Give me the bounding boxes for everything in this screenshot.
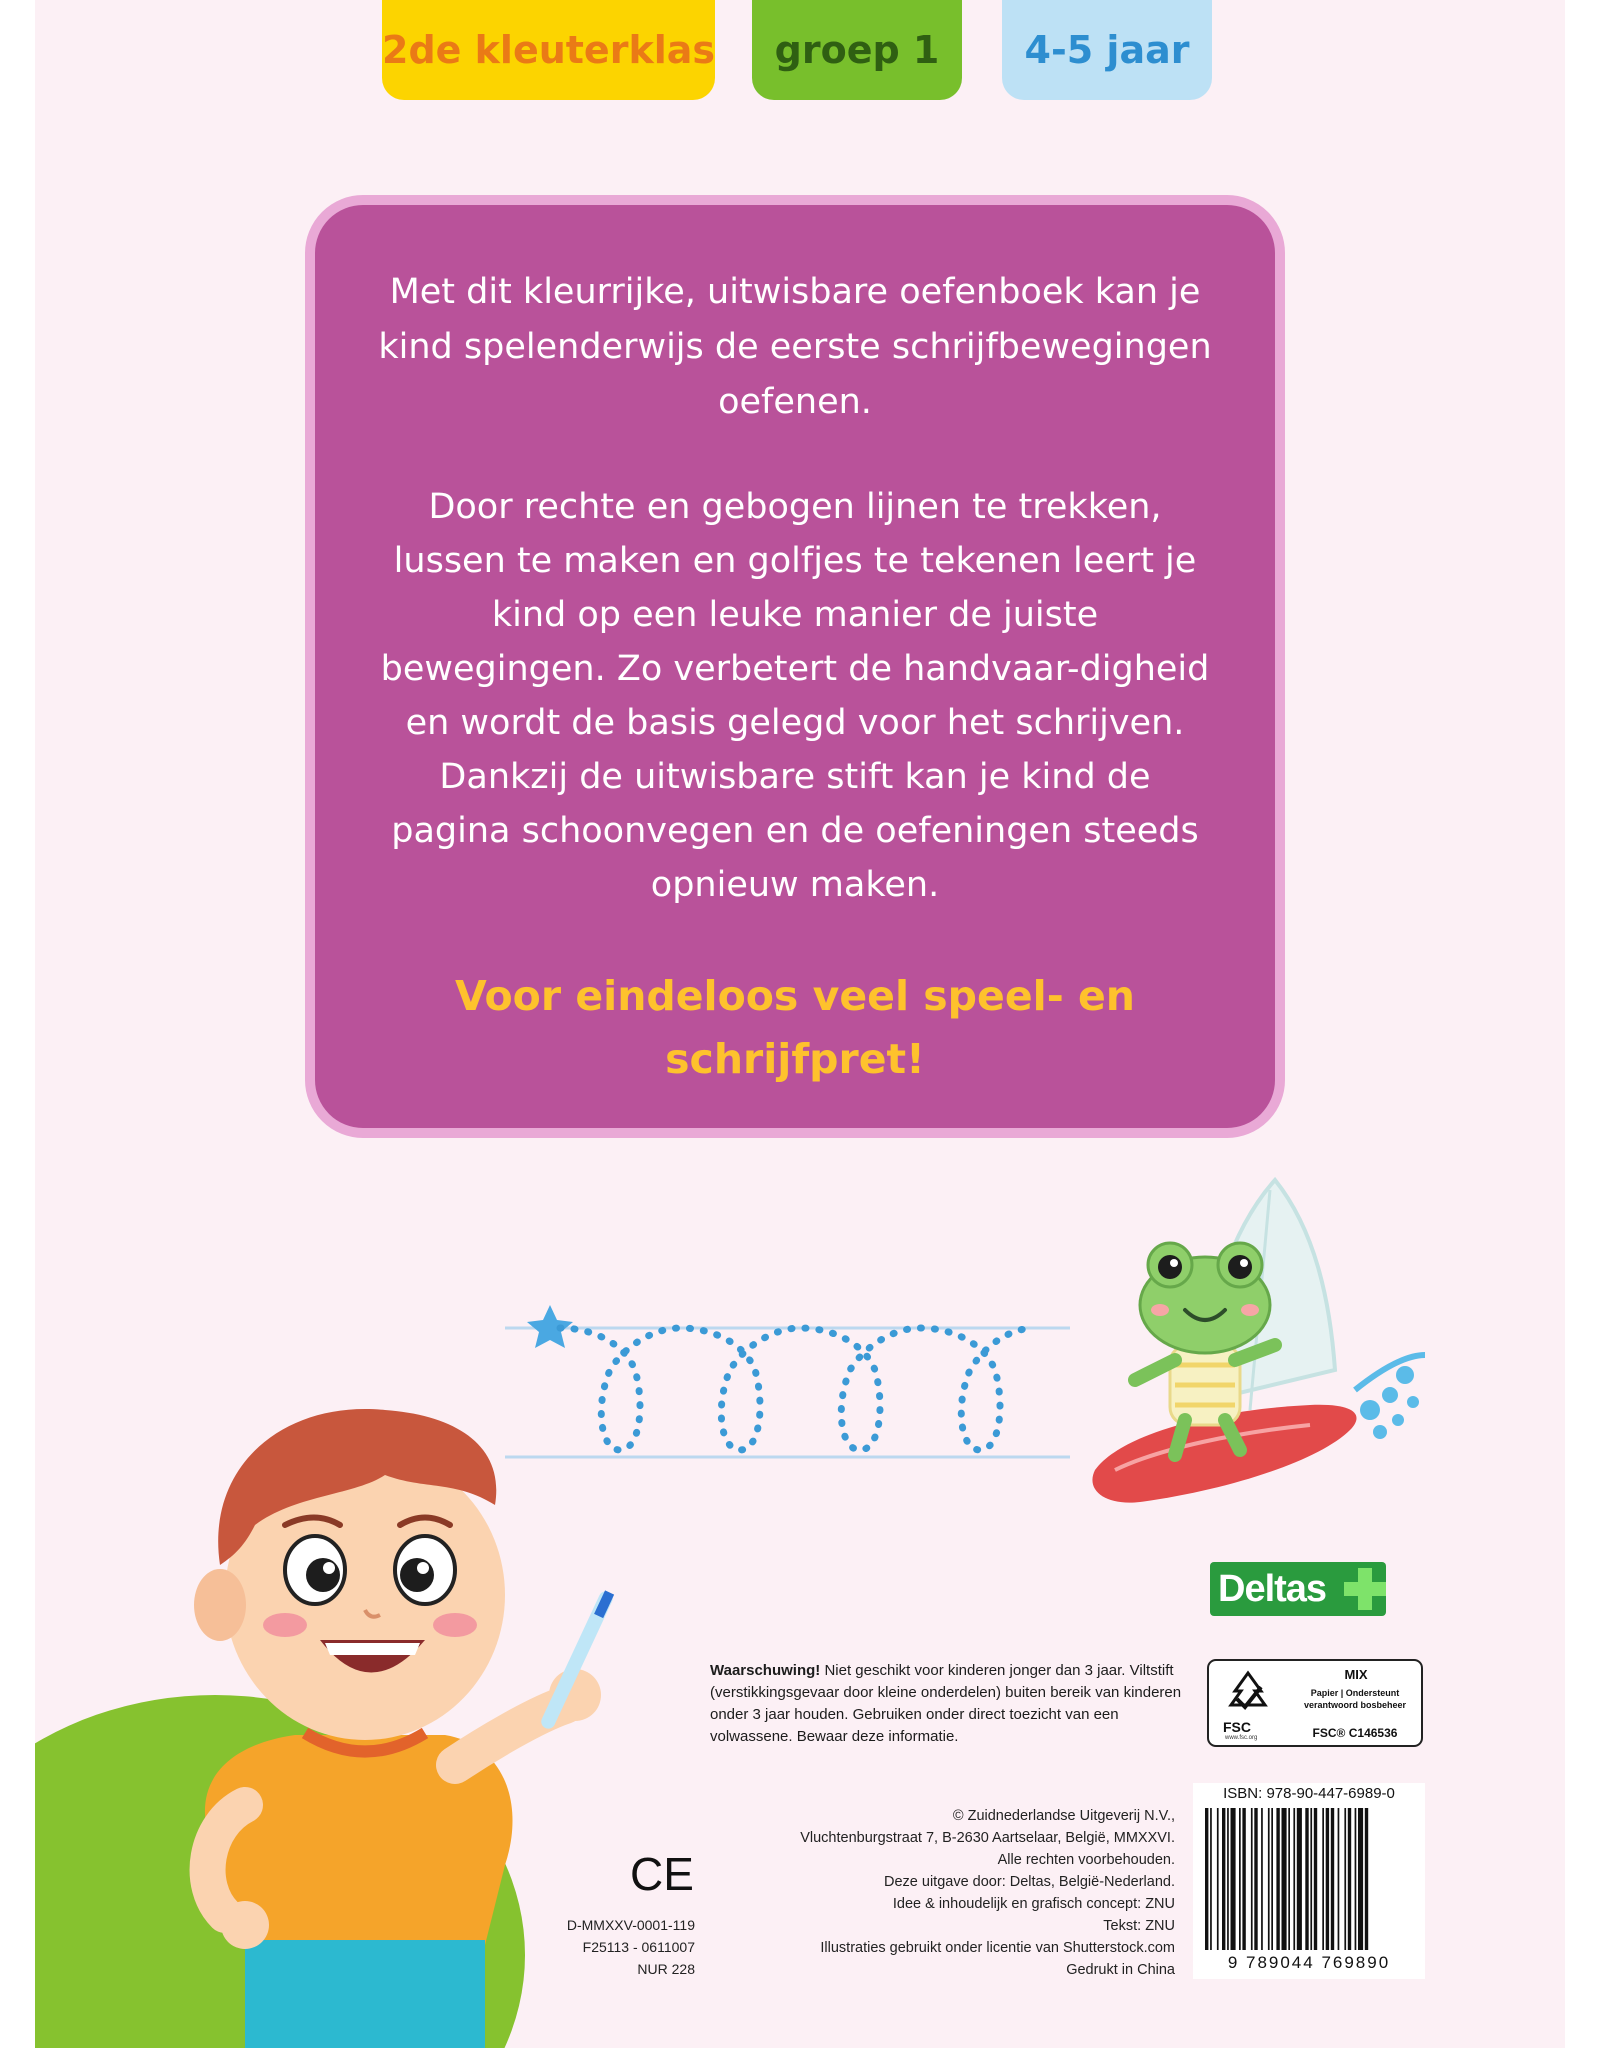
- barcode-bar: [1314, 1808, 1317, 1950]
- barcode-bar: [1331, 1808, 1334, 1950]
- barcode: [1193, 1783, 1425, 1979]
- colophon-line: © Zuidnederlandse Uitgeverij N.V.,: [952, 1808, 1175, 1824]
- barcode-number: 9 789044 769890: [1227, 1953, 1391, 1972]
- barcode-bar: [1282, 1808, 1287, 1950]
- barcode-bar: [1254, 1808, 1257, 1950]
- fsc-code: FSC® C146536: [1312, 1726, 1398, 1740]
- fsc-logo-text: FSC: [1223, 1719, 1251, 1735]
- code-line: F25113 - 0611007: [582, 1939, 695, 1955]
- fsc-mix: MIX: [1344, 1667, 1368, 1682]
- barcode-bar: [1288, 1808, 1290, 1950]
- code-line: NUR 228: [637, 1961, 695, 1977]
- barcode-bar: [1271, 1808, 1273, 1950]
- barcode-bar: [1231, 1808, 1236, 1950]
- tag-label: 2de kleuterklas: [382, 28, 716, 72]
- tag-label: groep 1: [774, 28, 940, 72]
- fsc-description: Papier | Ondersteunt verantwoord bosbeheer: [1303, 1688, 1407, 1710]
- colophon-line: Deze uitgave door: Deltas, België-Nederland.: [884, 1874, 1175, 1890]
- fsc-label: [1207, 1659, 1423, 1747]
- barcode-bar: [1251, 1808, 1253, 1950]
- barcode-bar: [1344, 1808, 1346, 1950]
- tag-school-year: [382, 0, 715, 100]
- logo-text: Deltas: [1218, 1568, 1327, 1610]
- barcode-bar: [1227, 1808, 1229, 1950]
- barcode-bar: [1355, 1808, 1357, 1950]
- ce-mark: CE: [630, 1848, 694, 1900]
- publisher-logo: [1210, 1562, 1386, 1616]
- tag-age: [1002, 0, 1212, 100]
- barcode-bar: [1217, 1808, 1219, 1950]
- body-paragraph: Door rechte en gebogen lijnen te trekken, lussen te maken en golfjes te tekenen leert je kind op een leuke manier de juiste bewegingen. Zo verbetert de handvaar-digheid en wordt de basis gelegd voor het schrijven. Dankzij de uitwisbare stift kan je kind de pagina schoonvegen en de oefeningen steeds opnieuw maken.: [380, 487, 1210, 905]
- frog-surfer-illustration: [1080, 1170, 1460, 1530]
- boy-shorts: [245, 1940, 485, 2048]
- slogan: Voor eindeloos veel speel- en schrijfpret!: [455, 972, 1135, 1083]
- barcode-bar: [1297, 1808, 1302, 1950]
- barcode-bar: [1365, 1808, 1368, 1950]
- description-panel: [305, 195, 1285, 1138]
- barcode-bar: [1358, 1808, 1363, 1950]
- colophon-line: Illustraties gebruikt onder licentie van Shutterstock.com: [820, 1940, 1175, 1956]
- safety-warning: [710, 1660, 1190, 1748]
- tag-group: [752, 0, 962, 100]
- barcode-bar: [1338, 1808, 1340, 1950]
- barcode-bar: [1326, 1808, 1329, 1950]
- barcode-bar: [1261, 1808, 1263, 1950]
- barcode-bar: [1276, 1808, 1279, 1950]
- barcode-bars: [1201, 1808, 1417, 1950]
- barcode-bar: [1210, 1808, 1212, 1950]
- barcode-bar: [1239, 1808, 1241, 1950]
- code-line: D-MMXXV-0001-119: [566, 1917, 695, 1933]
- colophon: [675, 1805, 1175, 1981]
- colophon-line: Idee & inhoudelijk en grafisch concept: ZNU: [892, 1896, 1175, 1912]
- isbn-number: ISBN: 978-90-447-6989-0: [1223, 1785, 1395, 1802]
- barcode-bar: [1310, 1808, 1312, 1950]
- barcode-bar: [1242, 1808, 1245, 1950]
- barcode-bar: [1322, 1808, 1324, 1950]
- warning-text: Niet geschikt voor kinderen jonger dan 3 jaar. Viltstift (verstikkingsgevaar door kleine onderdelen) buiten bereik van kinderen onder 3 jaar houden. Gebruiken onder direct toezicht van een volwassene. Bewaar deze informatie.: [710, 1662, 1182, 1745]
- product-codes: [525, 1914, 695, 1980]
- tree-checkmark-icon: [1223, 1669, 1273, 1717]
- barcode-bar: [1293, 1808, 1295, 1950]
- intro-paragraph: Met dit kleurrijke, uitwisbare oefenboek kan je kind spelenderwijs de eerste schrijfbewegingen oefenen.: [378, 272, 1212, 422]
- star-icon: [527, 1305, 573, 1348]
- warning-title: Waarschuwing!: [710, 1662, 821, 1679]
- barcode-bar: [1305, 1808, 1308, 1950]
- barcode-bar: [1205, 1808, 1208, 1950]
- barcode-bar: [1348, 1808, 1351, 1950]
- colophon-line: Tekst: ZNU: [1103, 1918, 1175, 1934]
- colophon-line: Vluchtenburgstraat 7, B-2630 Aartselaar, België, MMXXVI.: [800, 1830, 1175, 1846]
- tag-label: 4-5 jaar: [1024, 28, 1190, 72]
- barcode-bar: [1222, 1808, 1225, 1950]
- back-cover: [35, 0, 1565, 2048]
- fsc-url: www.fsc.org: [1225, 1735, 1258, 1741]
- colophon-line: Gedrukt in China: [1066, 1962, 1175, 1978]
- colophon-line: Alle rechten voorbehouden.: [997, 1852, 1175, 1868]
- barcode-bar: [1268, 1808, 1270, 1950]
